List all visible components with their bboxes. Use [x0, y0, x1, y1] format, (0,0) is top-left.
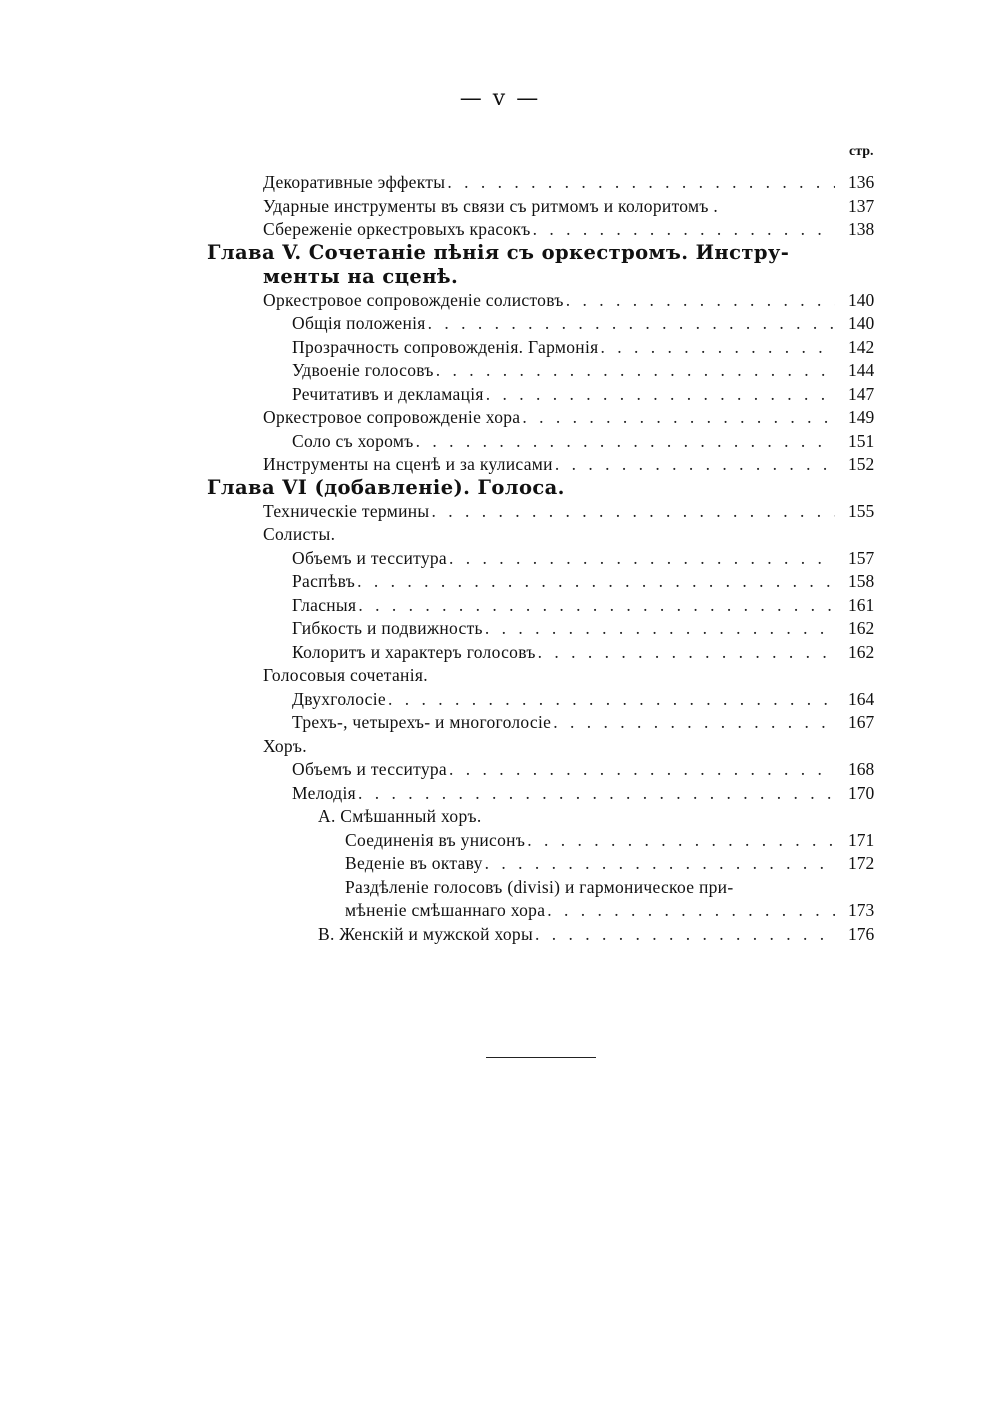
toc-page-number: 162 [848, 618, 875, 638]
toc-entry: мѣненіе смѣшаннаго хора . . . [345, 900, 845, 924]
toc-entry: Мелодія . . . [292, 783, 845, 807]
toc-entry: Веденіе въ октаву . . . [345, 853, 845, 877]
toc-entry: Оркестровое сопровожденіе хора . . . [263, 407, 845, 431]
toc-page-number: 176 [848, 924, 875, 944]
toc-page-number: 157 [848, 548, 875, 568]
toc-entry: Прозрачность сопровожденія. Гармонія . . . [292, 337, 845, 361]
toc-entry: Речитативъ и декламація . . . [292, 384, 845, 408]
section-label: Хоръ. [263, 736, 307, 756]
section-label: А. Смѣшанный хоръ. [318, 806, 482, 826]
toc-entry: Инструменты на сценѣ и за кулисами . . . [263, 454, 845, 478]
toc-page-number: 171 [848, 830, 875, 850]
toc-entry: Гласныя . . . [292, 595, 845, 619]
toc-entry: Сбереженіе оркестровыхъ красокъ . . . [263, 219, 845, 243]
closing-rule [486, 1057, 596, 1058]
toc-page-number: 140 [848, 313, 875, 333]
toc-page-number: 149 [848, 407, 875, 427]
toc-entry: Соло съ хоромъ . . . [292, 431, 845, 455]
toc-page-number: 140 [848, 290, 875, 310]
toc-page-number: 173 [848, 900, 875, 920]
toc-entry: Техническіе термины . . . [263, 501, 845, 525]
section-label: Голосовыя сочетанія. [263, 665, 428, 685]
toc-entry: Ударные инструменты въ связи съ ритмомъ и колоритомъ . [263, 196, 719, 216]
toc-page-number: 164 [848, 689, 875, 709]
toc-entry: В. Женскій и мужской хоры . . . [318, 924, 845, 948]
toc-entry: Распѣвъ . . . [292, 571, 845, 595]
toc-entry: Колоритъ и характеръ голосовъ . . . [292, 642, 845, 666]
toc-page-number: 161 [848, 595, 875, 615]
toc-entry: Соединенія въ унисонъ . . . [345, 830, 845, 854]
toc-page-number: 151 [848, 431, 875, 451]
toc-page-number: 158 [848, 571, 875, 591]
toc-page-number: 172 [848, 853, 875, 873]
page-column-label: стр. [849, 144, 874, 159]
toc-page-number: 137 [848, 196, 875, 216]
toc-entry: Объемъ и тесситура . . . [292, 759, 845, 783]
toc-page-number: 152 [848, 454, 875, 474]
toc-entry: Трехъ-, четырехъ- и многоголосіе . . . [292, 712, 845, 736]
chapter-heading-continued: менты на сценѣ. [263, 265, 459, 288]
toc-page-number: 168 [848, 759, 875, 779]
toc-page-number: 155 [848, 501, 875, 521]
toc-page-number: 142 [848, 337, 875, 357]
toc-page-number: 170 [848, 783, 875, 803]
toc-page-number: 147 [848, 384, 875, 404]
toc-entry-line: Раздѣленіе голосовъ (divisi) и гармоническое при- [345, 877, 734, 897]
section-label: Солисты. [263, 524, 336, 544]
toc-entry: Оркестровое сопровожденіе солистовъ . . . [263, 290, 845, 314]
toc-page-number: 144 [848, 360, 875, 380]
toc-entry: Объемъ и тесситура . . . [292, 548, 845, 572]
toc-entry: Общія положенія . . . [292, 313, 845, 337]
page-folio: — v — [459, 86, 541, 111]
toc-entry: Декоративные эффекты . . . [263, 172, 845, 196]
toc-page-number: 162 [848, 642, 875, 662]
toc-page-number: 167 [848, 712, 875, 732]
toc-entry: Гибкость и подвижность . . . [292, 618, 845, 642]
toc-entry: Удвоеніе голосовъ . . . [292, 360, 845, 384]
chapter-heading: Глава VI (добавленіе). Голоса. [207, 476, 565, 499]
toc-page-number: 136 [848, 172, 875, 192]
toc-entry: Двухголосіе . . . [292, 689, 845, 713]
toc-page-number: 138 [848, 219, 875, 239]
chapter-heading: Глава V. Сочетаніе пѣнія съ оркестромъ. Инстру- [207, 241, 790, 264]
